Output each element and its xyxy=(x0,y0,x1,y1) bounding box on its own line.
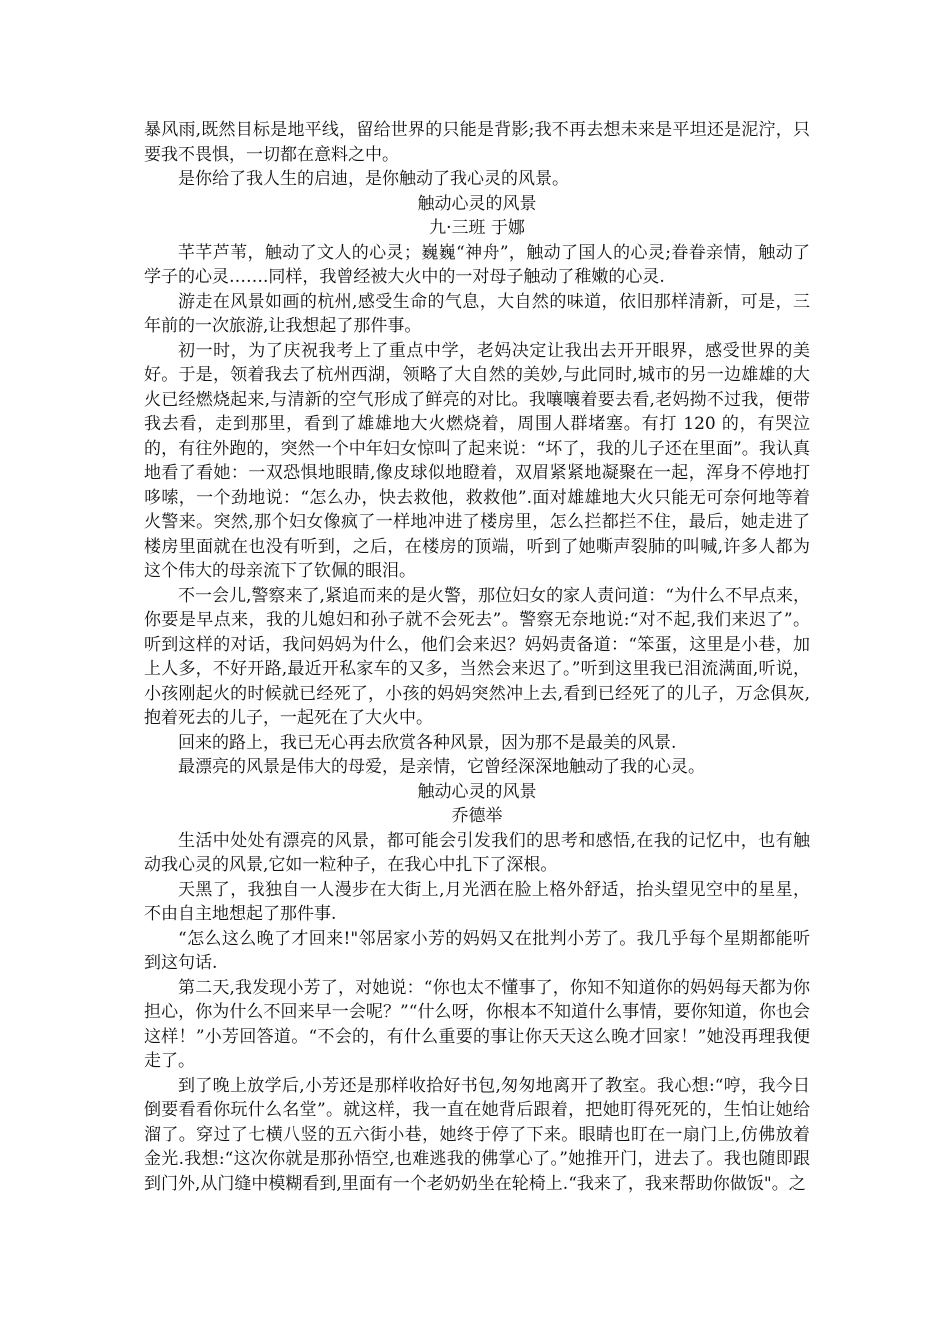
paragraph: 初一时，为了庆祝我考上了重点中学，老妈决定让我出去开开眼界，感受世界的美好。于是，领着我去了杭州西湖，领略了大自然的美妙,与此同时,城市的另一边雄雄的大火已经燃烧起来,与清新的空气形成了鲜亮的对比。我嚷嚷着要去看,老妈拗不过我，便带我去看，走到那里，看到了雄雄地大火燃烧着，周围人群堵塞。有打 120 的，有哭泣的，有往外跑的，突然一个中年妇女惊叫了起来说：“坏了，我的儿子还在里面”。我认真地看了看她：一双恐惧地眼睛,像皮球似地瞪着，双眉紧紧地凝聚在一起，浑身不停地打哆嗦，一个劲地说：“怎么办，快去救他，救救他”.面对雄雄地大火只能无可奈何地等着火警来。突然,那个妇女像疯了一样地冲进了楼房里，怎么拦都拦不住，最后，她走进了楼房里面就在也没有听到，之后，在楼房的顶端，听到了她嘶声裂肺的叫喊,许多人都为这个伟大的母亲流下了钦佩的眼泪。 xyxy=(144,340,810,581)
paragraph: 天黑了，我独自一人漫步在大街上,月光洒在脸上格外舒适，抬头望见空中的星星，不由自主地想起了那件事. xyxy=(144,879,810,924)
paragraph: 到了晚上放学后,小芳还是那样收拾好书包,匆匆地离开了教室。我心想:“哼，我今日倒要看看你玩什么名堂”。就这样，我一直在她背后跟着，把她盯得死死的，生怕让她给溜了。穿过了七横八竖的五六街小巷，她终于停了下来。眼睛也盯在一扇门上,仿佛放着金光.我想:“这次你就是那孙悟空,也难逃我的佛掌心了。”她推开门，进去了。我也随即跟到门外,从门缝中模糊看到,里面有一个老奶奶坐在轮椅上.“我来了，我来帮助你做饭"。之 xyxy=(144,1075,810,1194)
paragraph: 回来的路上，我已无心再去欣赏各种风景，因为那不是最美的风景. xyxy=(178,732,677,753)
paragraph: “怎么这么晚了才回来!"邻居家小芳的妈妈又在批判小芳了。我几乎每个星期都能听到这句话. xyxy=(144,928,810,973)
paragraph: 芊芊芦苇，触动了文人的心灵；巍巍“神舟”，触动了国人的心灵;眷眷亲情，触动了学子的心灵…….同样，我曾经被大火中的一对母子触动了稚嫩的心灵. xyxy=(144,242,810,287)
essay-author: 乔德举 xyxy=(451,806,503,826)
essay-title: 触动心灵的风景 xyxy=(417,193,537,214)
document-page xyxy=(144,118,810,1196)
paragraph: 是你给了我人生的启迪，是你触动了我心灵的风景。 xyxy=(178,169,569,189)
paragraph: 游走在风景如画的杭州,感受生命的气息，大自然的味道，依旧那样清新，可是，三年前的一次旅游,让我想起了那件事。 xyxy=(144,291,810,336)
paragraph: 生活中处处有漂亮的风景，都可能会引发我们的思考和感悟,在我的记忆中，也有触动我心灵的风景,它如一粒种子，在我心中扎下了深根。 xyxy=(144,830,810,875)
paragraph: 暴风雨,既然目标是地平线，留给世界的只能是背影;我不再去想未来是平坦还是泥泞，只要我不畏惧，一切都在意料之中。 xyxy=(144,120,810,165)
paragraph: 不一会儿,警察来了,紧追而来的是火警，那位妇女的家人责问道：“为什么不早点来，你要是早点来，我的儿媳妇和孙子就不会死去”。警察无奈地说:“对不起,我们来迟了”。听到这样的对话，我问妈妈为什么，他们会来迟？妈妈责备道：“笨蛋，这里是小巷，加上人多，不好开路,最近开私家车的又多，当然会来迟了。”听到这里我已泪流满面,听说，小孩刚起火的时候就已经死了，小孩的妈妈突然冲上去,看到已经死了的儿子，万念俱灰,抱着死去的儿子，一起死在了大火中。 xyxy=(144,585,810,728)
paragraph: 第二天,我发现小芳了，对她说：“你也太不懂事了，你知不知道你的妈妈每天都为你担心，你为什么不回来早一会呢？”“什么呀，你根本不知道什么事情，要你知道，你也会这样！”小芳回答道。“不会的，有什么重要的事让你天天这么晚才回家！”她没再理我便走了。 xyxy=(144,977,810,1071)
essay-author: 九·三班 于娜 xyxy=(429,218,525,238)
paragraph: 最漂亮的风景是伟大的母爱，是亲情，它曾经深深地触动了我的心灵。 xyxy=(178,757,705,777)
essay-title: 触动心灵的风景 xyxy=(417,781,537,802)
